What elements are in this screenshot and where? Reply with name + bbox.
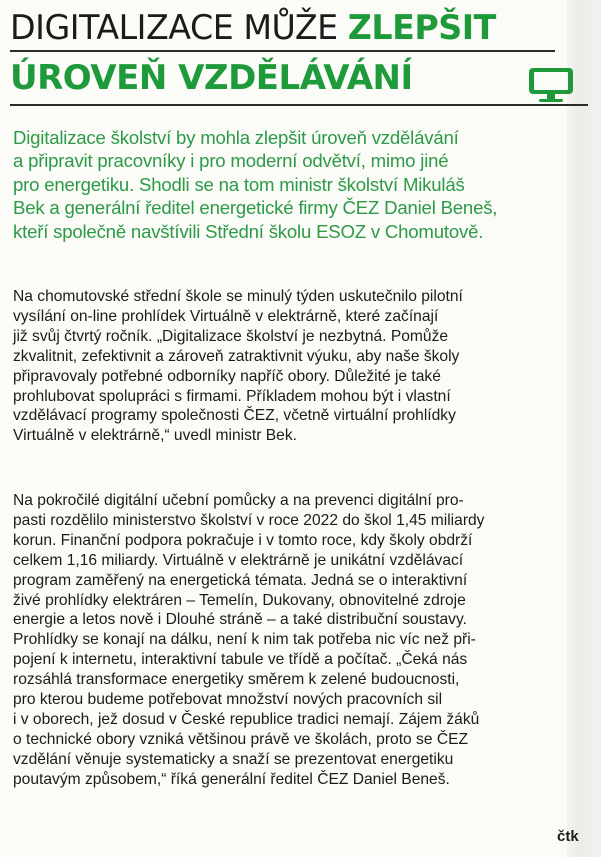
body-line: i v oborech, jež dosud v České republice tradici nemají. Zájem žáků [13, 710, 480, 728]
body-line: program zaměřený na energetická témata. Jedná se o interaktivní [13, 571, 468, 589]
title-line-1-dark: DIGITALIZACE MŮŽE [10, 8, 348, 48]
body-line: rozsáhlá transformace energetiky směrem k zelené budoucnosti, [13, 671, 460, 689]
source-credit: čtk [557, 828, 579, 845]
lead-line: a připravit pracovníky i pro moderní odvětví, mimo jiné [13, 150, 449, 172]
body-paragraph-2 [13, 491, 573, 790]
body-line: poutavým způsobem,“ říká generální ředitel ČEZ Daniel Beneš. [13, 770, 450, 788]
lead-line: pro energetiku. Shodli se na tom ministr školství Mikuláš [13, 173, 465, 195]
body-line: energie a letos nově i Dlouhé stráně – a také distribuční soustavy. [13, 611, 467, 629]
body-line: Virtuálně v elektrárně,“ uvedl ministr Bek. [13, 427, 297, 445]
body-line: Prohlídky se konají na dálku, není k nim tak potřeba nic víc než při- [13, 631, 476, 649]
body-line: pojení k internetu, interaktivní tabule ve třídě a počítač. „Čeká nás [13, 651, 468, 669]
body-line: Na chomutovské střední škole se minulý týden uskutečnilo pilotní [13, 288, 463, 305]
body-line: pro kterou budeme potřebovat množství nových pracovních sil [13, 691, 443, 709]
title-underline-1 [10, 50, 555, 52]
article-title [10, 8, 570, 48]
title-line-1 [10, 8, 558, 48]
body-line: Na pokročilé digitální učební pomůcky a na prevenci digitální pro- [13, 492, 464, 509]
lead-line: Digitalizace školství by mohla zlepšit úroveň vzdělávání [13, 127, 459, 148]
body-line: vysílání on-line prohlídek Virtuálně v elektrárně, které začínají [13, 307, 439, 325]
monitor-icon [526, 66, 576, 104]
body-line: korun. Finanční podpora pokračuje i v tomto roce, kdy školy obdrží [13, 531, 473, 549]
title-line-1-green: ZLEPŠIT [347, 8, 496, 48]
body-line: zkvalitnit, zefektivnit a zároveň zatraktivnit výuku, aby naše školy [13, 347, 460, 365]
body-line: vzdělávací programy společnosti ČEZ, včetně virtuální prohlídky [13, 407, 456, 425]
body-line: prohlubovat spolupráci s firmami. Příkladem mohou být i vlastní [13, 387, 451, 405]
body-line: již svůj čtvrtý ročník. „Digitalizace školství je nezbytná. Pomůže [13, 327, 449, 345]
title-line-2: ÚROVEŇ VZDĚLÁVÁNÍ [10, 58, 413, 98]
body-line: celkem 1,16 miliardy. Virtuálně v elektrárně je unikátní vzdělávací [13, 551, 464, 569]
lead-line: Bek a generální ředitel energetické firmy ČEZ Daniel Beneš, [13, 197, 498, 219]
lead-line: kteří společně navštívili Střední školu ESOZ v Chomutově. [13, 220, 484, 242]
body-paragraph-1 [13, 287, 573, 446]
body-line: pasti rozdělilo ministerstvo školství v roce 2022 do škol 1,45 miliardy [13, 511, 485, 529]
body-line: o technické obory vzniká většinou právě ve školách, proto se ČEZ [13, 730, 469, 748]
lead-paragraph [13, 126, 573, 243]
body-line: vzdělání věnuje systematicky a snaží se prezentovat energetiku [13, 750, 454, 768]
body-line: živé prohlídky elektráren – Temelín, Dukovany, obnovitelné zdroje [13, 591, 466, 609]
title-underline-2 [10, 104, 588, 106]
body-line: připravovaly potřebné odborníky napříč obory. Důležité je také [13, 367, 441, 385]
